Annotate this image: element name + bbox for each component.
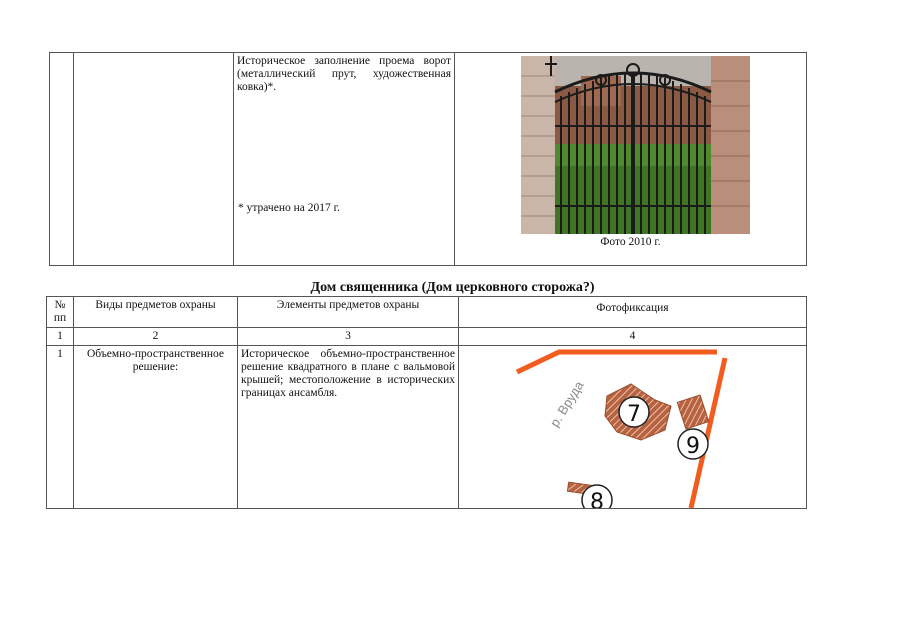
boundary-line [517,352,717,372]
photo-cell [455,53,807,266]
building-9 [677,395,708,429]
column-number-row [47,328,807,346]
header-photo: Фотофиксация [459,297,807,328]
gate-photo-wrap [458,56,803,254]
element-cell [234,53,455,266]
row-num: 1 [47,346,74,509]
type-cell [74,53,234,266]
header-row [47,297,807,328]
marker-7-label: 7 [627,402,641,427]
header-type: Виды предметов охраны [74,297,238,328]
site-map [459,346,807,508]
header-elements: Элементы предметов охраны [238,297,459,328]
ironwork-table [49,52,807,266]
row-element: Историческое объемно-пространственное решение квадратного в плане с вальмовой крышей; местоположение в исторических границах ансамбля. [238,346,459,509]
num-cell [50,53,74,266]
col-number: 2 [74,328,238,346]
lost-note: * утрачено на 2017 г. [238,202,340,214]
photo-caption: Фото 2010 г. [600,236,661,248]
col-number: 3 [238,328,459,346]
map-cell [459,346,807,509]
element-text: Историческое заполнение проема ворот (металлический прут, художественная ковка)*. [237,55,451,93]
gate-photo [521,56,750,234]
river-label: р. Вруда [546,378,587,430]
header-num: № пп [47,297,74,328]
section-title: Дом священника (Дом церковного сторожа?) [310,280,595,295]
col-number: 1 [47,328,74,346]
table-row [47,346,807,509]
marker-8-label: 8 [590,490,604,508]
row-type: Объемно-пространственное решение: [74,346,238,509]
col-number: 4 [459,328,807,346]
marker-9-label: 9 [686,434,700,459]
protection-table [46,296,807,509]
